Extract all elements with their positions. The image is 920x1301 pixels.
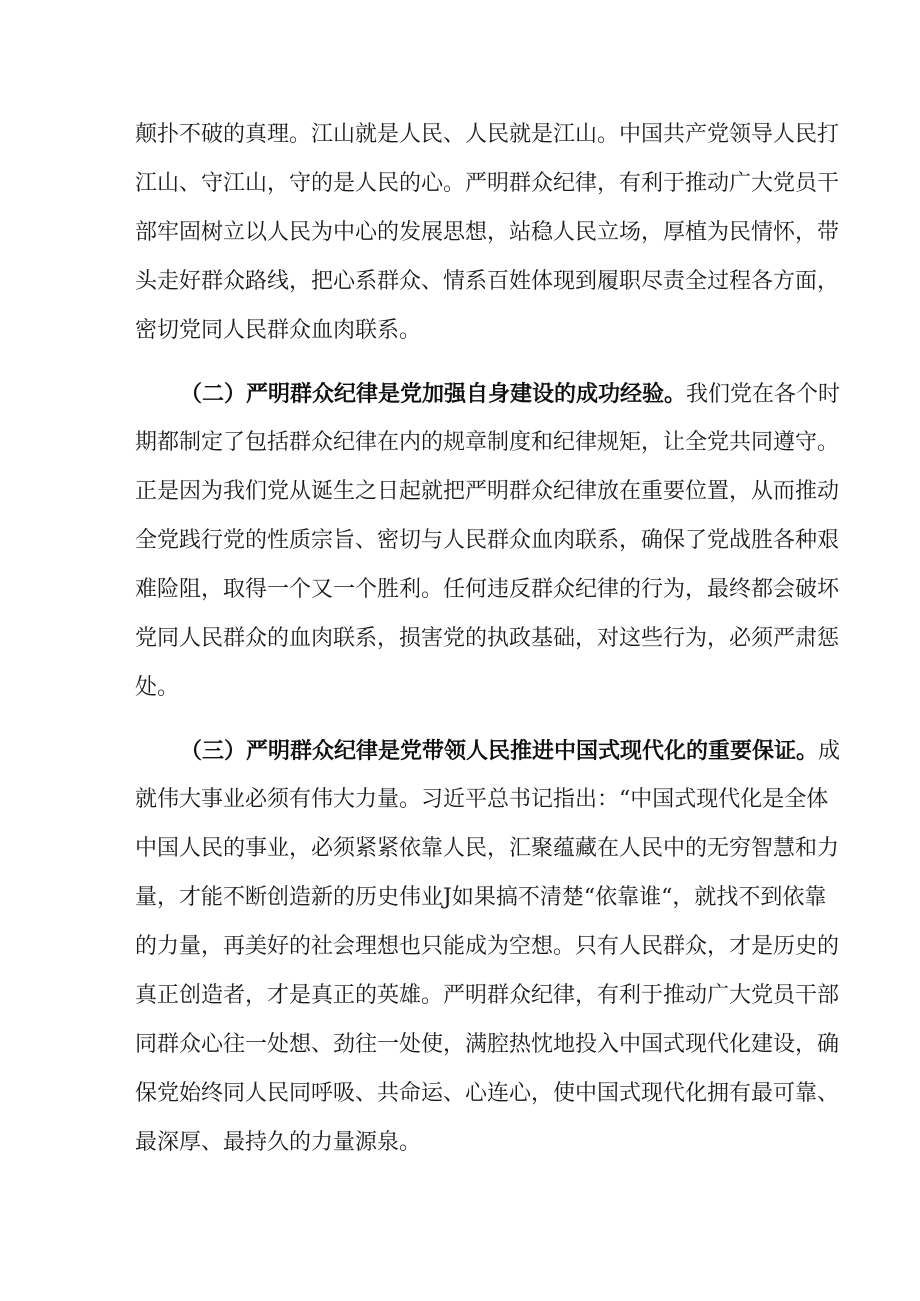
text-line: 真正创造者，才是真正的英雄。严明群众纪律，有利于推动广大党员干部 (135, 983, 840, 1008)
text-line: 全党践行党的性质宗旨、密切与人民群众血肉联系，确保了党战胜各种艰 (135, 528, 840, 553)
text-line: 密切党同人民群众血肉联系。 (135, 318, 422, 343)
text-line: 处。 (135, 675, 180, 700)
paragraph-first-line (180, 374, 841, 414)
text-run: 我们党在各个时 (686, 382, 841, 407)
text-line: 江山、守江山，守的是人民的心。严明群众纪律，有利于推动广大党员干 (135, 171, 840, 196)
paragraph-first-line (180, 731, 841, 771)
text-line: 量，才能不断创造新的历史伟业J如果搞不清楚“依靠谁“，就找不到依靠 (135, 885, 827, 910)
text-line: 最深厚、最持久的力量源泉。 (135, 1130, 422, 1155)
text-line: 中国人民的事业，必须紧紧依靠人民，汇聚蕴藏在人民中的无穷智慧和力 (135, 836, 840, 861)
text-line: 正是因为我们党从诞生之日起就把严明群众纪律放在重要位置，从而推动 (135, 479, 840, 504)
text-line: 同群众心往一处想、劲往一处使，满腔热忱地投入中国式现代化建设，确 (135, 1032, 840, 1057)
text-line: 颠扑不破的真理。江山就是人民、人民就是江山。中国共产党领导人民打 (135, 122, 840, 147)
text-line: 部牢固树立以人民为中心的发展思想，站稳人民立场，厚植为民情怀，带 (135, 220, 840, 245)
section-heading: （三）严明群众纪律是党带领人民推进中国式现代化的重要保证。 (180, 738, 819, 764)
text-line: 期都制定了包括群众纪律在内的规章制度和纪律规矩，让全党共同遵守。 (135, 430, 840, 455)
text-line: 的力量，再美好的社会理想也只能成为空想。只有人民群众，才是历史的 (135, 934, 840, 959)
text-line: 保党始终同人民同呼吸、共命运、心连心，使中国式现代化拥有最可靠、 (135, 1081, 840, 1106)
text-line: 难险阻，取得一个又一个胜利。任何违反群众纪律的行为，最终都会破坏 (135, 577, 840, 602)
text-line: 就伟大事业必须有伟大力量。习近平总书记指出：“中国式现代化是全体 (135, 787, 829, 812)
text-line: 党同人民群众的血肉联系，损害党的执政基础，对这些行为，必须严肃惩 (135, 626, 840, 651)
text-run: 成 (818, 739, 841, 764)
section-heading: （二）严明群众纪律是党加强自身建设的成功经验。 (180, 381, 687, 407)
text-line: 头走好群众路线，把心系群众、情系百姓体现到履职尽责全过程各方面， (135, 269, 840, 294)
